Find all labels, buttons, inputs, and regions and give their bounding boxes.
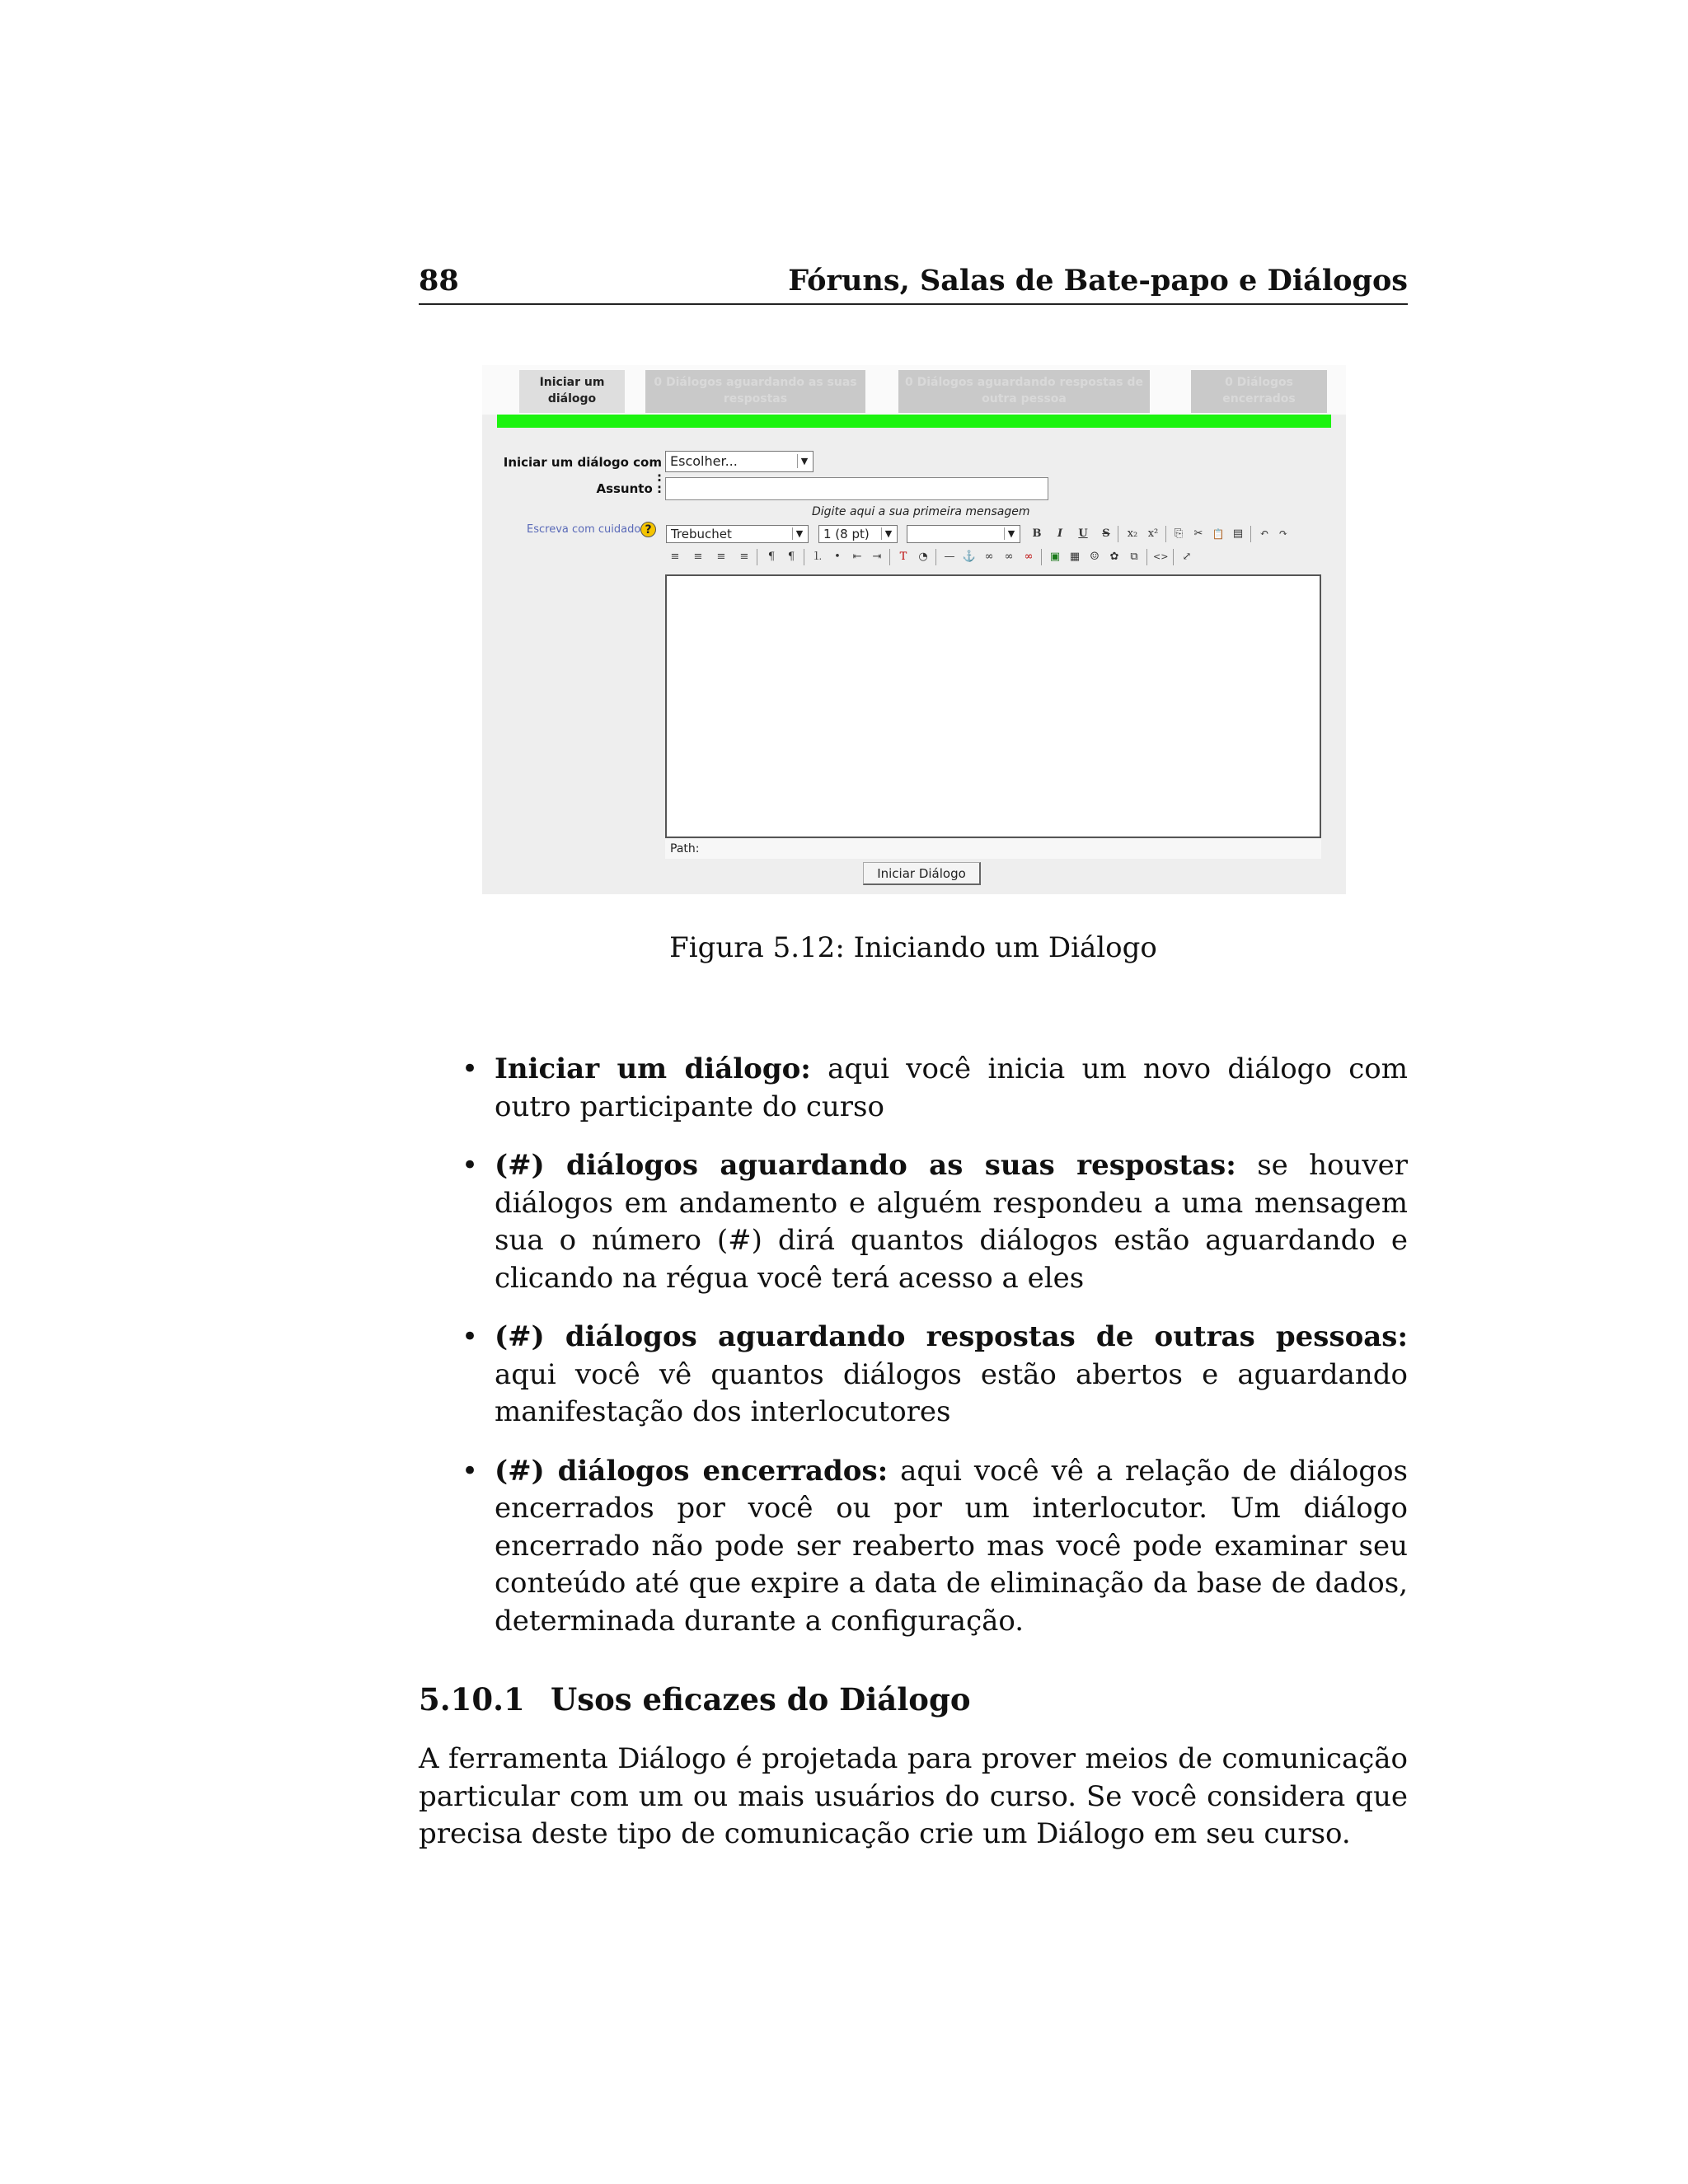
message-editor[interactable] xyxy=(665,574,1321,838)
chapter-title: Fóruns, Salas de Bate-papo e Diálogos xyxy=(788,264,1408,298)
special-char-icon[interactable]: ✿ xyxy=(1109,551,1119,563)
cut-icon[interactable]: ✂ xyxy=(1193,527,1203,540)
outdent-icon[interactable]: ⇤ xyxy=(852,551,862,563)
tab-start-dialogue[interactable]: Iniciar um diálogo xyxy=(519,370,625,413)
rtl-icon[interactable]: ¶ xyxy=(787,551,795,563)
bullet-term: (#) diálogos encerrados: xyxy=(495,1454,889,1488)
indent-icon[interactable]: ⇥ xyxy=(872,551,882,563)
font-select[interactable]: Trebuchet ▼ xyxy=(666,525,809,543)
toolbar-separator xyxy=(1165,526,1166,542)
section-heading xyxy=(419,1681,971,1718)
chevron-down-icon: ▼ xyxy=(792,527,806,540)
italic-icon[interactable]: I xyxy=(1057,527,1063,540)
subject-input[interactable] xyxy=(665,477,1048,500)
list-item xyxy=(495,1051,1408,1126)
smiley-icon[interactable]: ☺ xyxy=(1090,551,1100,563)
list-item xyxy=(495,1453,1408,1641)
paste-word-icon[interactable]: ▤ xyxy=(1232,527,1244,540)
list-item xyxy=(495,1319,1408,1432)
bullet-term: Iniciar um diálogo: xyxy=(495,1052,811,1085)
copy-icon[interactable]: ⎘ xyxy=(1174,527,1184,540)
write-carefully-label: Escreva com cuidado xyxy=(527,523,641,536)
bullet-text: aqui você inicia um novo diálogo com outro participante do curso xyxy=(495,1052,1408,1123)
section-title: Usos eficazes do Diálogo xyxy=(551,1681,971,1718)
figure-caption: Figura 5.12: Iniciando um Diálogo xyxy=(669,931,1157,964)
page-header xyxy=(419,262,1408,305)
unordered-list-icon[interactable]: • xyxy=(834,551,841,563)
page-number: 88 xyxy=(419,264,459,298)
bullet-text: aqui você vê quantos diálogos estão abertos e aguardando manifestação dos interlocutores xyxy=(495,1357,1408,1428)
message-hint: Digite aqui a sua primeira mensagem xyxy=(812,505,1030,518)
background-color-icon[interactable]: ◔ xyxy=(918,551,928,563)
help-icon[interactable]: ? xyxy=(640,522,656,537)
chevron-down-icon: ▼ xyxy=(881,527,895,540)
toolbar-separator xyxy=(1041,549,1042,565)
dialogue-screenshot xyxy=(482,365,1346,894)
bullet-text: aqui você vê a relação de diálogos encerrados por você ou por um interlocutor. Um diálogo encerrado não pode ser reaberto mas você pode examinar seu conteúdo até que expire a data de eliminação da base de dados, determinada durante a configuração. xyxy=(495,1454,1408,1638)
align-center-icon[interactable]: ≡ xyxy=(693,551,703,563)
chevron-down-icon: ▼ xyxy=(1004,527,1018,540)
horizontal-rule-icon[interactable]: — xyxy=(944,551,955,563)
bullet-term: (#) diálogos aguardando as suas respostas: xyxy=(495,1149,1236,1182)
style-select[interactable] xyxy=(907,525,1020,543)
link-icon[interactable]: ∞ xyxy=(984,551,994,563)
ltr-icon[interactable]: ¶ xyxy=(767,551,776,563)
align-right-icon[interactable]: ≡ xyxy=(716,551,726,563)
anchor-icon[interactable]: ⚓ xyxy=(962,551,977,563)
bullet-list xyxy=(495,1051,1408,1661)
strikethrough-icon[interactable]: S xyxy=(1102,527,1110,540)
bullet-text: se houver diálogos em andamento e alguém respondeu a uma mensagem sua o número (#) dirá quantos diálogos estão aguardando e clicando na régua você terá acesso a eles xyxy=(495,1149,1409,1295)
tab-strip xyxy=(482,365,1346,415)
bullet-term: (#) diálogos aguardando respostas de outras pessoas: xyxy=(495,1320,1408,1353)
list-item xyxy=(495,1147,1408,1297)
ordered-list-icon[interactable]: ⒈ xyxy=(812,551,823,563)
start-dialogue-button[interactable]: Iniciar Diálogo xyxy=(863,862,981,885)
toolbar-separator xyxy=(935,549,936,565)
section-number: 5.10.1 xyxy=(419,1681,525,1718)
table-icon[interactable]: ▦ xyxy=(1069,551,1081,563)
size-select[interactable]: 1 (8 pt) ▼ xyxy=(818,525,898,543)
fullscreen-icon[interactable]: ⤢ xyxy=(1182,551,1192,563)
text-color-icon[interactable]: T xyxy=(899,551,907,563)
paste-icon[interactable]: 📋 xyxy=(1212,528,1225,540)
tab-awaiting-your-replies[interactable]: 0 Diálogos aguardando as suas respostas xyxy=(645,370,865,413)
toolbar-separator xyxy=(1146,549,1147,565)
toolbar-separator xyxy=(1173,549,1174,565)
superscript-icon[interactable]: x² xyxy=(1147,527,1159,540)
search-replace-icon[interactable]: ⧉ xyxy=(1130,551,1138,563)
toolbar-separator xyxy=(889,549,890,565)
start-with-label: Iniciar um diálogo com : xyxy=(503,455,662,485)
html-source-icon[interactable]: <> xyxy=(1153,551,1169,562)
subscript-icon[interactable]: x₂ xyxy=(1127,527,1138,540)
nolink-icon[interactable]: ∞ xyxy=(1024,551,1034,563)
recipient-select-value: Escolher... xyxy=(670,453,738,469)
undo-icon[interactable]: ↶ xyxy=(1259,527,1269,540)
toolbar-separator xyxy=(1250,526,1251,542)
active-tab-bar xyxy=(497,415,1331,428)
bold-icon[interactable]: B xyxy=(1032,527,1042,540)
align-left-icon[interactable]: ≡ xyxy=(670,551,680,563)
tab-closed-dialogues[interactable]: 0 Diálogos encerrados xyxy=(1191,370,1327,413)
chevron-down-icon: ▼ xyxy=(797,454,811,468)
redo-icon[interactable]: ↷ xyxy=(1278,527,1288,540)
image-icon[interactable]: ▣ xyxy=(1049,551,1061,563)
editor-path: Path: xyxy=(665,839,1321,859)
tab-awaiting-others-replies[interactable]: 0 Diálogos aguardando respostas de outra pessoa xyxy=(898,370,1150,413)
justify-icon[interactable]: ≡ xyxy=(739,551,749,563)
section-paragraph: A ferramenta Diálogo é projetada para prover meios de comunicação particular com um ou mais usuários do curso. Se você considera que precisa deste tipo de comunicação crie um Diálogo em seu curso. xyxy=(419,1742,1408,1850)
underline-icon[interactable]: U xyxy=(1078,527,1088,540)
unlink-icon[interactable]: ∞ xyxy=(1004,551,1014,563)
subject-label: Assunto : xyxy=(596,481,662,496)
recipient-select[interactable] xyxy=(665,451,814,472)
